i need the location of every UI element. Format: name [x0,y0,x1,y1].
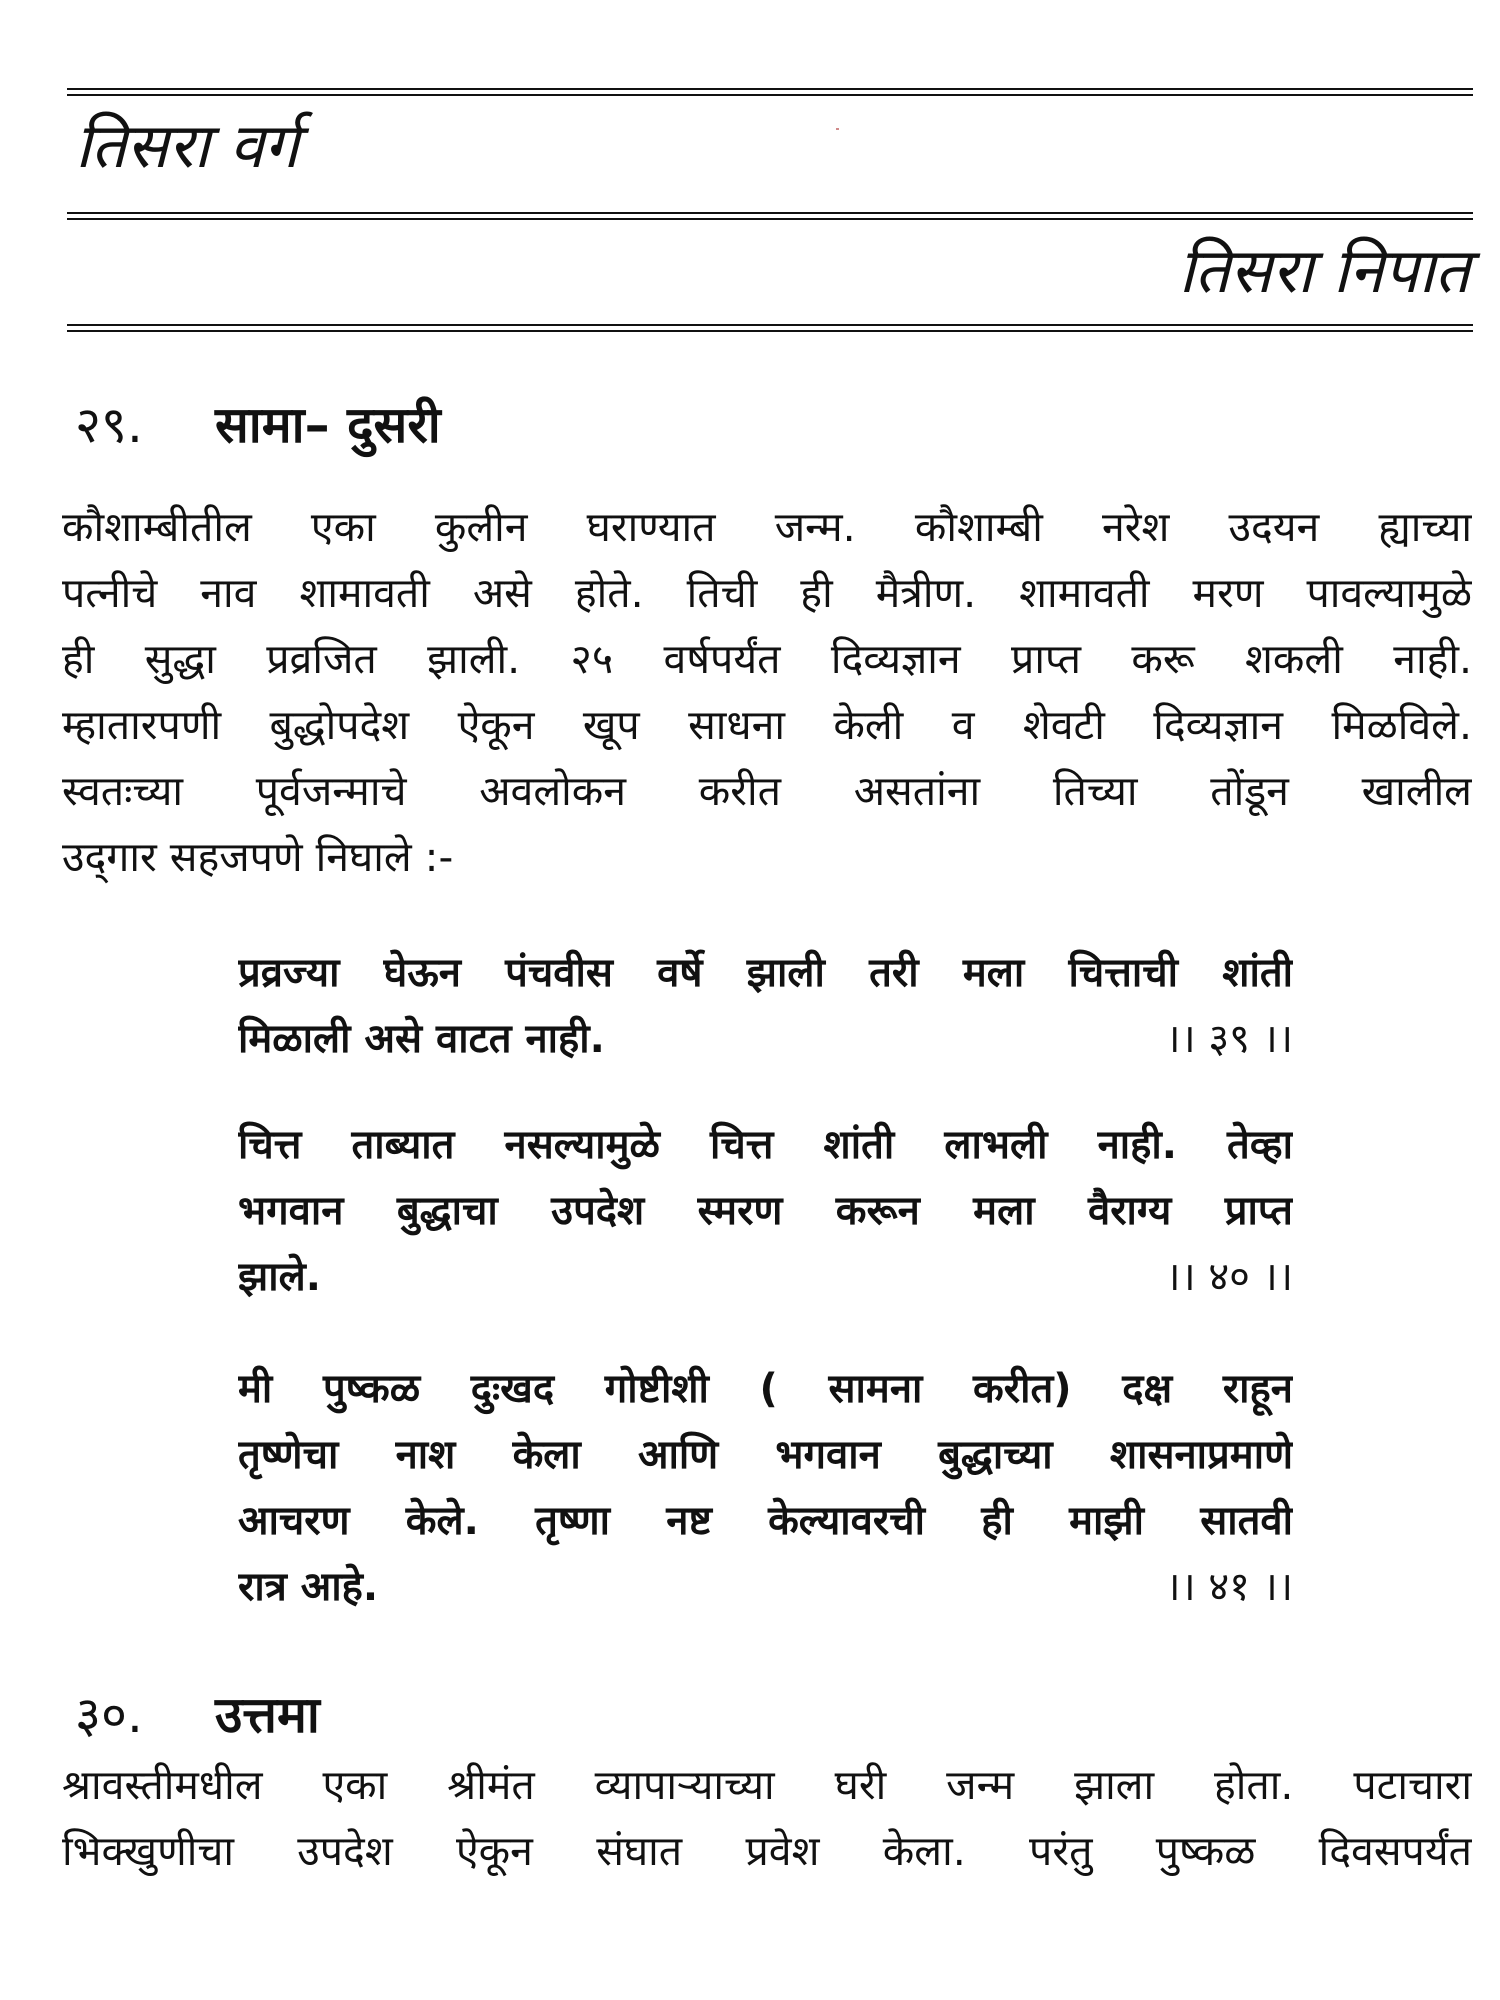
section-heading-29 [75,396,441,454]
paragraph-line: भिक्खुणीचा उपदेश ऐकून संघात प्रवेश केला. परंतु पुष्कळ दिवसपर्यंत [62,1827,1472,1875]
verse-last-line [238,1554,1293,1620]
verse-line: रात्र आहे. [238,1564,379,1610]
section-title: उत्तमा [215,1686,320,1744]
verse-last-line [238,1244,1293,1310]
paragraph-line: श्रावस्तीमधील एका श्रीमंत व्यापाऱ्याच्या घरी जन्म झाला होता. पटाचारा [62,1761,1472,1809]
bottom-double-rule [67,324,1473,332]
verse-number: ।। ३९ ।। [1165,1016,1293,1062]
section-30-intro [62,1752,1472,1884]
section-title: सामा– दुसरी [215,396,441,454]
nipata-title: तिसरा निपात [1178,234,1470,307]
verse-number: ।। ४० ।। [1165,1254,1293,1300]
verse-line: मी पुष्कळ दुःखद गोष्टीशी ( सामना करीत) दक्ष राहून [238,1366,1293,1412]
paragraph-line: कौशाम्बीतील एका कुलीन घराण्यात जन्म. कौशाम्बी नरेश उदयन ह्याच्या [62,503,1472,551]
print-speck [836,128,839,130]
verse-41 [238,1356,1293,1620]
verse-line: तृष्णेचा नाश केला आणि भगवान बुद्धाच्या शासनाप्रमाणे [238,1432,1293,1478]
verse-line: भगवान बुद्धाचा उपदेश स्मरण करून मला वैराग्य प्राप्त [238,1188,1293,1234]
middle-double-rule [67,212,1473,220]
verse-line: झाले. [238,1254,321,1300]
verse-line: चित्त ताब्यात नसल्यामुळे चित्त शांती लाभली नाही. तेव्हा [238,1122,1293,1168]
verse-line: आचरण केले. तृष्णा नष्ट केल्यावरची ही माझी सातवी [238,1498,1293,1544]
paragraph-line: उद्‌गार सहजपणे निघाले :- [62,833,454,881]
section-number: ३०. [75,1686,143,1744]
section-29-intro [62,494,1472,890]
verse-40 [238,1112,1293,1310]
paragraph-line: ही सुद्धा प्रव्रजित झाली. २५ वर्षपर्यंत दिव्यज्ञान प्राप्त करू शकली नाही. [62,635,1472,683]
verse-line: प्रव्रज्या घेऊन पंचवीस वर्षे झाली तरी मला चित्ताची शांती [238,950,1293,996]
section-number: २९. [75,396,143,454]
verse-39 [238,940,1293,1072]
paragraph-line: स्वतःच्या पूर्वजन्माचे अवलोकन करीत असतांना तिच्या तोंडून खालील [62,767,1472,815]
top-double-rule [67,88,1473,96]
paragraph-line: पत्नीचे नाव शामावती असे होते. तिची ही मैत्रीण. शामावती मरण पावल्यामुळे [62,569,1472,617]
verse-line: मिळाली असे वाटत नाही. [238,1016,605,1062]
verse-number: ।। ४१ ।। [1165,1564,1293,1610]
varga-title: तिसरा वर्ग [75,109,299,182]
paragraph-line: म्हातारपणी बुद्धोपदेश ऐकून खूप साधना केली व शेवटी दिव्यज्ञान मिळविले. [62,701,1472,749]
section-heading-30 [75,1686,320,1744]
verse-last-line [238,1006,1293,1072]
